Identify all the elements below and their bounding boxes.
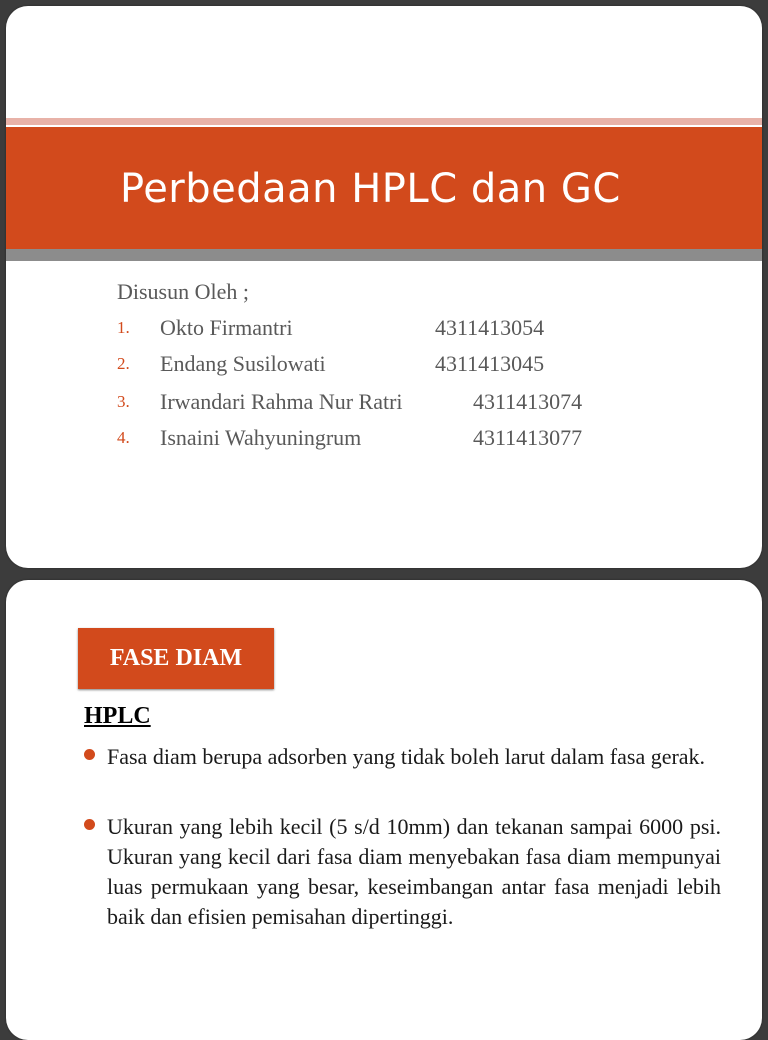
author-number: 4. <box>117 428 130 447</box>
author-number: 2. <box>117 354 130 373</box>
slide-title: Perbedaan HPLC dan GC <box>120 166 621 212</box>
bullet-icon <box>84 749 95 760</box>
bullet-text: Ukuran yang lebih kecil (5 s/d 10mm) dan tekanan sampai 6000 psi. Ukuran yang kecil dari fasa diam menyebakan fasa diam mempunyai luas permukaan yang besar, keseimbangan antar fasa menjadi lebih baik dan efisien pemisahan dipertinggi. <box>107 814 721 929</box>
author-nim: 4311413045 <box>435 351 545 376</box>
author-name: Irwandari Rahma Nur Ratri <box>160 389 403 414</box>
author-name: Endang Susilowati <box>160 351 326 376</box>
author-number: 1. <box>117 318 130 337</box>
title-slide <box>6 6 762 568</box>
subheading: HPLC <box>84 703 151 729</box>
author-nim: 4311413077 <box>473 425 583 450</box>
author-name: Okto Firmantri <box>160 315 293 340</box>
section-label-box <box>78 628 274 689</box>
title-band-top-stripe <box>6 118 762 125</box>
title-band-bottom-stripe <box>6 249 762 261</box>
author-number: 3. <box>117 392 130 411</box>
bullet-text: Fasa diam berupa adsorben yang tidak boleh larut dalam fasa gerak. <box>107 744 706 769</box>
author-name: Isnaini Wahyuningrum <box>160 425 362 450</box>
author-nim: 4311413074 <box>473 389 583 414</box>
section-label: FASE DIAM <box>109 645 243 671</box>
author-nim: 4311413054 <box>435 315 545 340</box>
bullet-icon <box>84 819 95 830</box>
author-intro: Disusun Oleh ; <box>117 279 249 304</box>
content-slide <box>6 580 762 1040</box>
